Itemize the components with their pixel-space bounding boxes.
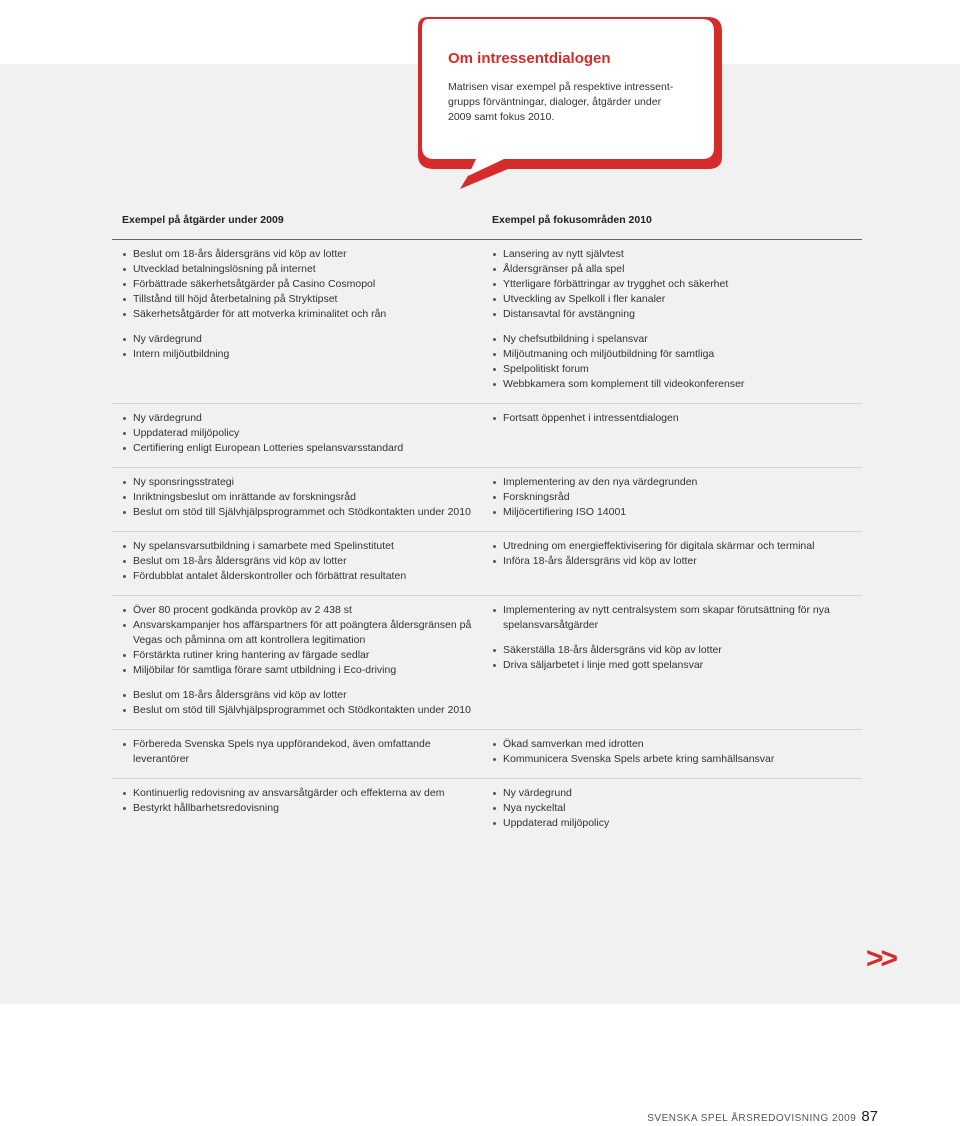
list-item: Ny spelansvarsutbildning i samarbete med Spelinstitutet <box>122 539 480 554</box>
cell-actions <box>112 247 480 392</box>
cell-focus <box>480 603 862 718</box>
list-item: Beslut om 18-års åldersgräns vid köp av lotter <box>122 247 480 262</box>
cell-actions <box>112 539 480 584</box>
bullet-list <box>122 786 480 816</box>
bullet-list <box>122 737 480 767</box>
list-item: Beslut om stöd till Självhjälpsprogrammet och Stödkontakten under 2010 <box>122 703 480 718</box>
list-item: Implementering av den nya värdegrunden <box>492 475 862 490</box>
list-item: Fortsatt öppenhet i intressentdialogen <box>492 411 862 426</box>
list-item: Ansvarskampanjer hos affärspartners för att poängtera åldersgränsen på Vegas och påminna om att kontrollera legitimation <box>122 618 480 648</box>
list-item: Säkerhetsåtgärder för att motverka kriminalitet och rån <box>122 307 480 322</box>
table-body <box>112 240 862 842</box>
list-item: Forskningsråd <box>492 490 862 505</box>
cell-focus <box>480 539 862 584</box>
bullet-list <box>492 475 862 520</box>
table-row <box>112 404 862 468</box>
table-row <box>112 596 862 730</box>
list-item: Miljöbilar för samtliga förare samt utbildning i Eco-driving <box>122 663 480 678</box>
list-item: Utredning om energieffektivisering för digitala skärmar och terminal <box>492 539 862 554</box>
table-row <box>112 730 862 779</box>
list-item: Kontinuerlig redovisning av ansvarsåtgärder och effekterna av dem <box>122 786 480 801</box>
bullet-list <box>492 332 862 392</box>
cell-actions <box>112 603 480 718</box>
list-item: Webbkamera som komplement till videokonferenser <box>492 377 862 392</box>
stakeholder-table <box>112 214 862 842</box>
bullet-list <box>122 539 480 584</box>
cell-focus <box>480 475 862 520</box>
cell-focus <box>480 247 862 392</box>
list-item: Miljöcertifiering ISO 14001 <box>492 505 862 520</box>
page-number: 87 <box>861 1108 878 1125</box>
header-actions-2009: Exempel på åtgärder under 2009 <box>122 214 284 226</box>
list-item: Förbättrade säkerhetsåtgärder på Casino Cosmopol <box>122 277 480 292</box>
bullet-list <box>492 603 862 633</box>
cell-actions <box>112 475 480 520</box>
list-item: Certifiering enligt European Lotteries spelansvarsstandard <box>122 441 480 456</box>
bullet-list <box>492 737 862 767</box>
cell-actions <box>112 786 480 831</box>
list-item: Åldersgränser på alla spel <box>492 262 862 277</box>
table-row <box>112 532 862 596</box>
table-row <box>112 468 862 532</box>
table-header <box>112 214 862 240</box>
bullet-list <box>492 539 862 569</box>
list-item: Uppdaterad miljöpolicy <box>122 426 480 441</box>
footer-title: SVENSKA SPEL ÅRSREDOVISNING 2009 <box>647 1113 857 1124</box>
bullet-list <box>122 332 480 362</box>
header-focus-2010: Exempel på fokusområden 2010 <box>492 214 652 226</box>
list-item: Ny chefsutbildning i spelansvar <box>492 332 862 347</box>
callout-title: Om intressentdialogen <box>448 50 611 67</box>
cell-focus <box>480 737 862 767</box>
list-item: Beslut om 18-års åldersgräns vid köp av lotter <box>122 554 480 569</box>
list-item: Nya nyckeltal <box>492 801 862 816</box>
list-item: Ny värdegrund <box>122 411 480 426</box>
list-item: Ny värdegrund <box>122 332 480 347</box>
list-item: Implementering av nytt centralsystem som skapar förutsättning för nya spelansvarsåtgärder <box>492 603 862 633</box>
page-footer <box>647 1108 878 1125</box>
table-row <box>112 779 862 842</box>
list-item: Spelpolitiskt forum <box>492 362 862 377</box>
list-item: Kommunicera Svenska Spels arbete kring samhällsansvar <box>492 752 862 767</box>
list-item: Utveckling av Spelkoll i fler kanaler <box>492 292 862 307</box>
list-item: Utvecklad betalningslösning på internet <box>122 262 480 277</box>
list-item: Uppdaterad miljöpolicy <box>492 816 862 831</box>
bullet-list <box>492 643 862 673</box>
list-item: Inriktningsbeslut om inrättande av forskningsråd <box>122 490 480 505</box>
list-item: Lansering av nytt självtest <box>492 247 862 262</box>
list-item: Driva säljarbetet i linje med gott spelansvar <box>492 658 862 673</box>
list-item: Förstärkta rutiner kring hantering av färgade sedlar <box>122 648 480 663</box>
list-item: Ny sponsringsstrategi <box>122 475 480 490</box>
list-item: Beslut om stöd till Självhjälpsprogrammet och Stödkontakten under 2010 <box>122 505 480 520</box>
list-item: Ökad samverkan med idrotten <box>492 737 862 752</box>
cell-focus <box>480 786 862 831</box>
callout-text: Matrisen visar exempel på respektive intressent-grupps förväntningar, dialoger, åtgärder under 2009 samt fokus 2010. <box>448 81 674 123</box>
list-item: Bestyrkt hållbarhetsredovisning <box>122 801 480 816</box>
list-item: Distansavtal för avstängning <box>492 307 862 322</box>
bullet-list <box>492 786 862 831</box>
cell-focus <box>480 411 862 456</box>
next-page-arrows[interactable]: >> <box>866 942 896 975</box>
table-row <box>112 240 862 404</box>
list-item: Fördubblat antalet ålderskontroller och förbättrat resultaten <box>122 569 480 584</box>
list-item: Förbereda Svenska Spels nya uppförandekod, även omfattande leverantörer <box>122 737 480 767</box>
list-item: Införa 18-års åldersgräns vid köp av lotter <box>492 554 862 569</box>
list-item: Säkerställa 18-års åldersgräns vid köp av lotter <box>492 643 862 658</box>
bullet-list <box>122 247 480 322</box>
list-item: Över 80 procent godkända provköp av 2 438 st <box>122 603 480 618</box>
list-item: Tillstånd till höjd återbetalning på Stryktipset <box>122 292 480 307</box>
list-item: Ytterligare förbättringar av trygghet och säkerhet <box>492 277 862 292</box>
bullet-list <box>122 475 480 520</box>
bullet-list <box>122 603 480 678</box>
cell-actions <box>112 411 480 456</box>
cell-actions <box>112 737 480 767</box>
list-item: Miljöutmaning och miljöutbildning för samtliga <box>492 347 862 362</box>
bullet-list <box>122 688 480 718</box>
bullet-list <box>492 247 862 322</box>
list-item: Ny värdegrund <box>492 786 862 801</box>
callout-bubble <box>408 6 728 192</box>
list-item: Intern miljöutbildning <box>122 347 480 362</box>
list-item: Beslut om 18-års åldersgräns vid köp av lotter <box>122 688 480 703</box>
bullet-list <box>122 411 480 456</box>
bullet-list <box>492 411 862 426</box>
